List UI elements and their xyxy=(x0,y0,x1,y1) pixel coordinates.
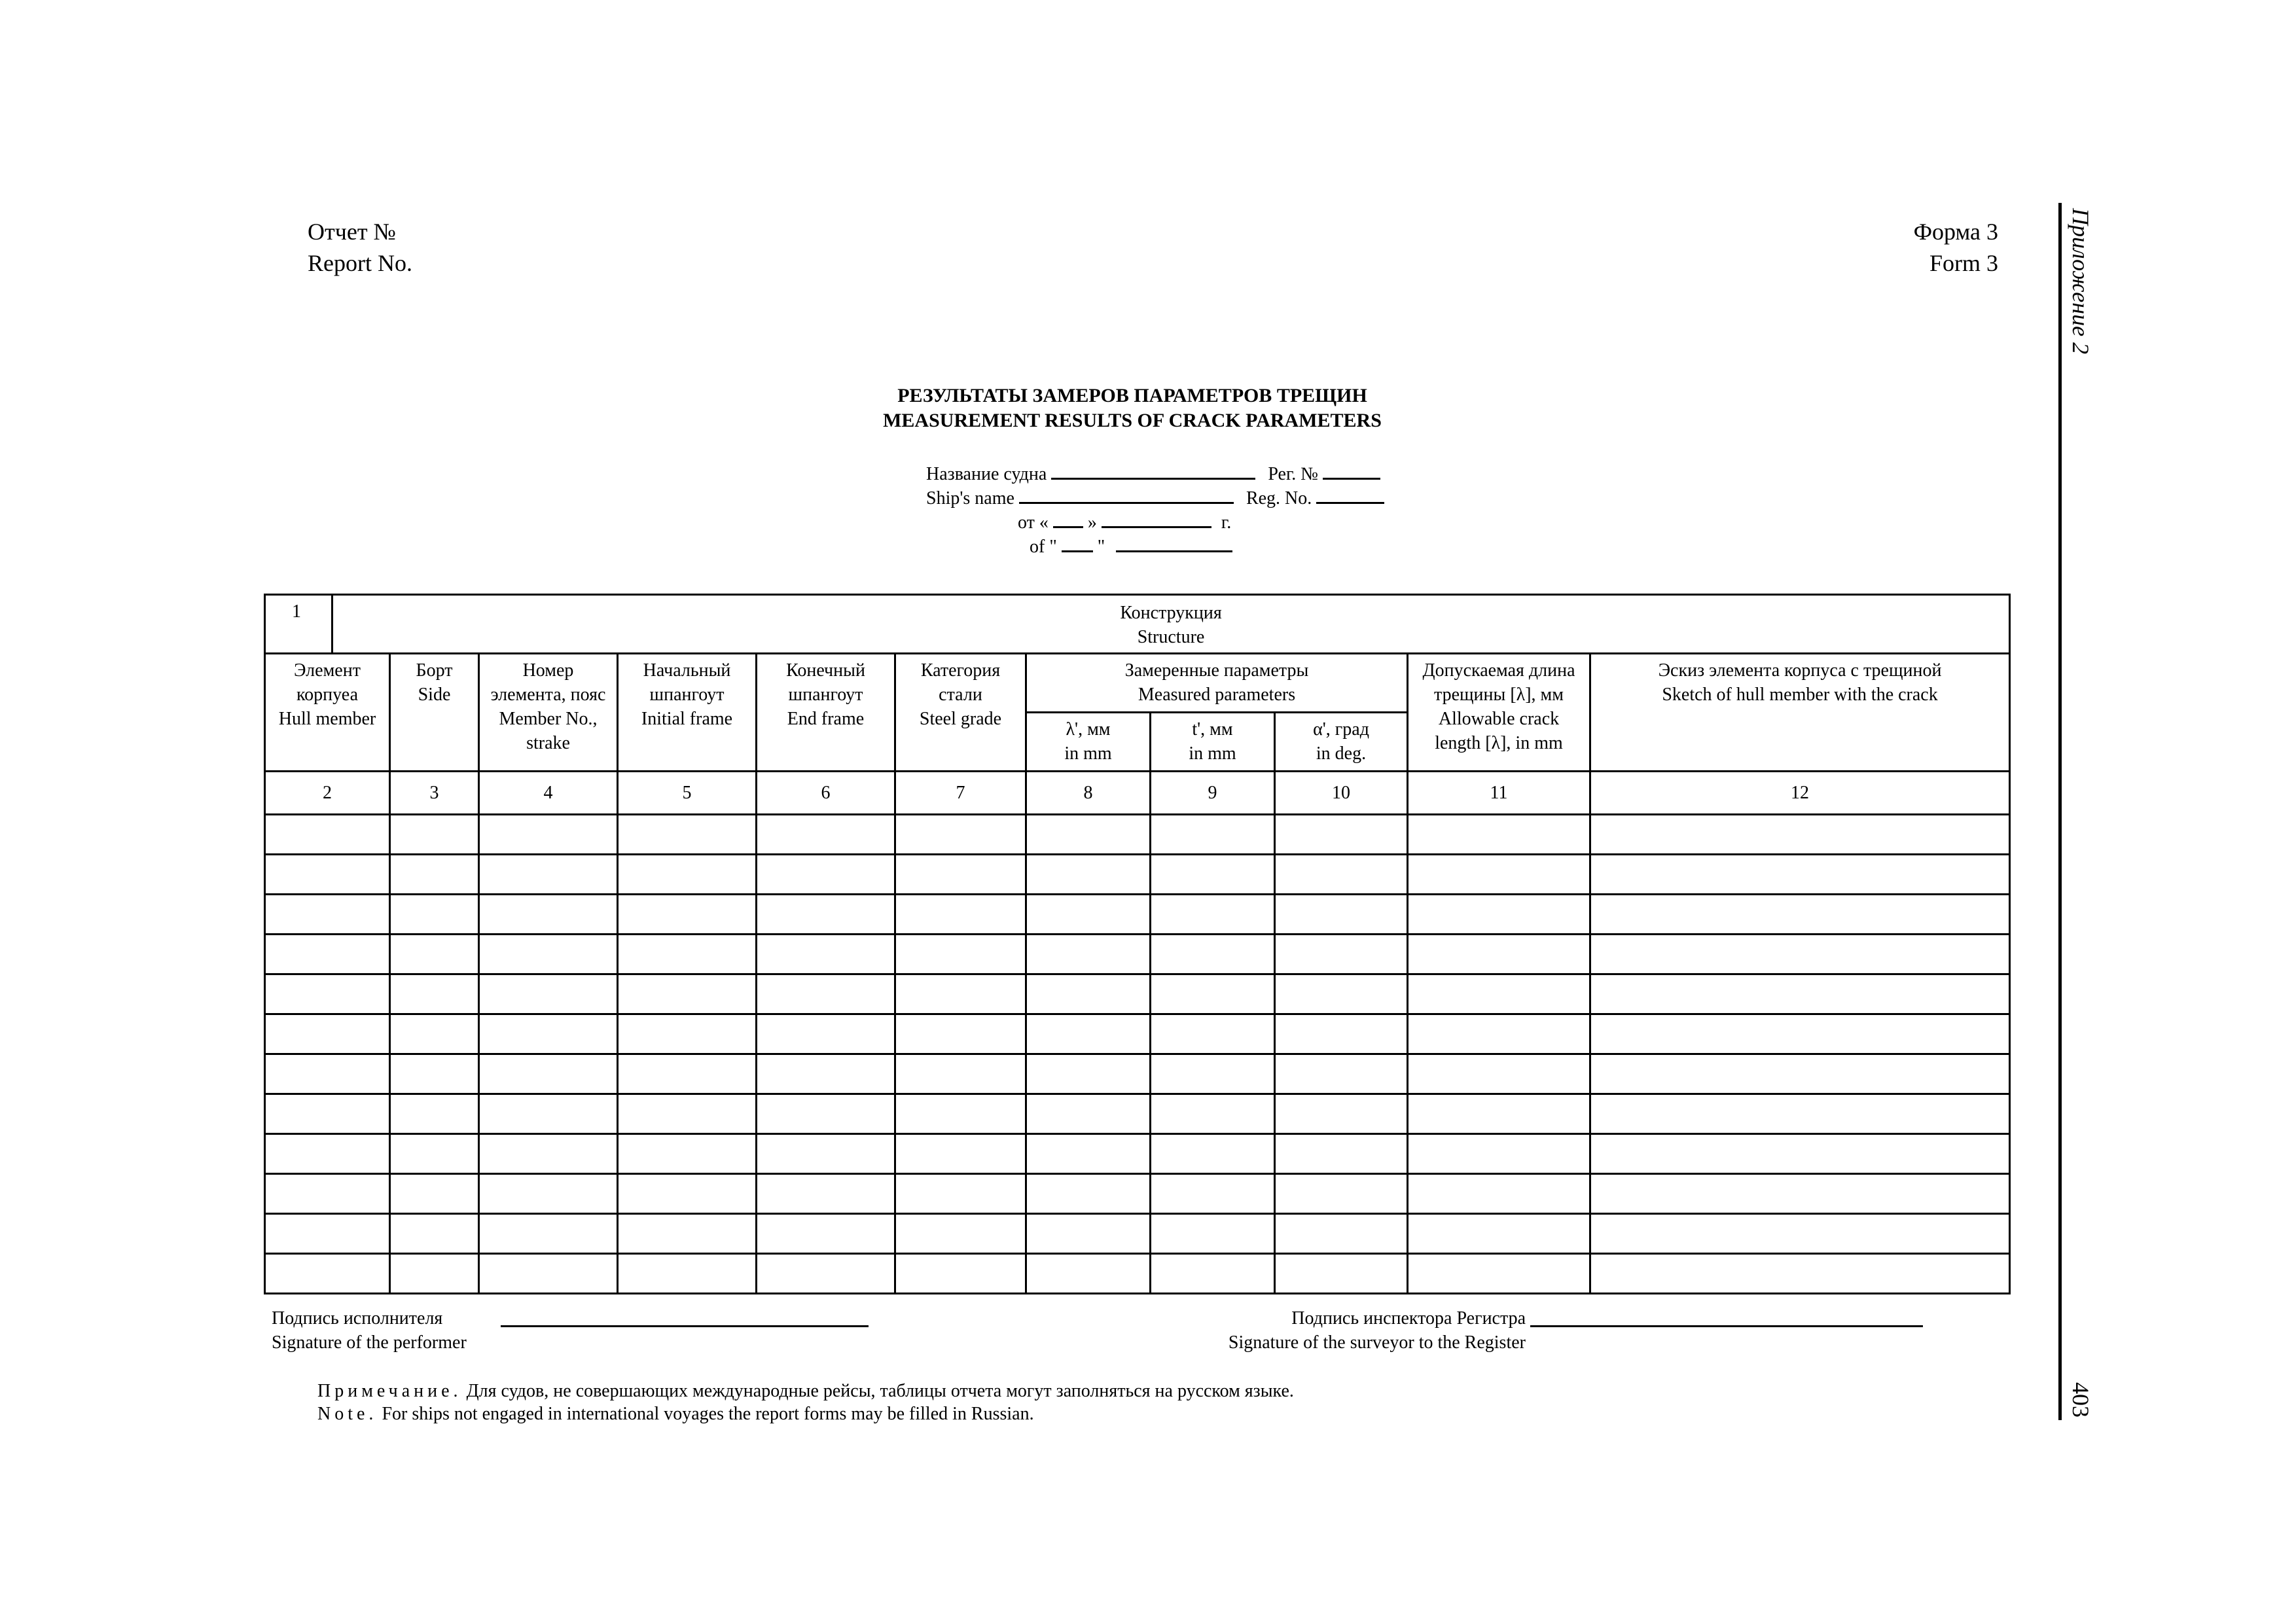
table-cell[interactable] xyxy=(390,895,479,935)
table-cell[interactable] xyxy=(1590,1174,2010,1214)
table-cell[interactable] xyxy=(1590,974,2010,1014)
table-cell[interactable] xyxy=(757,935,895,974)
table-cell[interactable] xyxy=(1408,1014,1590,1054)
table-cell[interactable] xyxy=(895,1174,1026,1214)
table-cell[interactable] xyxy=(1275,1134,1408,1174)
col-header-hull-member: Элемент корпуеа Hull member xyxy=(265,654,390,772)
table-cell[interactable] xyxy=(479,974,618,1014)
col-header-side: Борт Side xyxy=(390,654,479,772)
table-cell[interactable] xyxy=(265,935,390,974)
page-edge-rule xyxy=(2058,203,2062,1420)
table-row xyxy=(265,1014,2010,1054)
column-number-row xyxy=(265,772,2010,815)
table-cell[interactable] xyxy=(479,1214,618,1254)
table-cell[interactable] xyxy=(479,1134,618,1174)
column-number: 9 xyxy=(1151,772,1275,815)
form-number-en: Form 3 xyxy=(1929,250,1998,276)
title-ru: РЕЗУЛЬТАТЫ ЗАМЕРОВ ПАРАМЕТРОВ ТРЕЩИН xyxy=(897,385,1367,406)
table-cell[interactable] xyxy=(390,1254,479,1294)
col-header-steel-grade: Категория стали Steel grade xyxy=(895,654,1026,772)
table-cell[interactable] xyxy=(618,974,757,1014)
ship-name-row-ru xyxy=(926,462,1380,486)
table-row xyxy=(265,815,2010,855)
ship-name-field-ru[interactable] xyxy=(1051,462,1255,480)
table-cell[interactable] xyxy=(895,935,1026,974)
structure-label-ru: Конструкция xyxy=(1120,603,1222,623)
table-cell[interactable] xyxy=(1026,1054,1151,1094)
date-prefix-ru: от « xyxy=(1018,512,1049,533)
table-cell[interactable] xyxy=(757,895,895,935)
table-cell[interactable] xyxy=(618,1054,757,1094)
table-cell[interactable] xyxy=(1408,1254,1590,1294)
column-number: 11 xyxy=(1408,772,1590,815)
table-cell[interactable] xyxy=(1275,1054,1408,1094)
table-cell[interactable] xyxy=(1408,1094,1590,1134)
table-cell[interactable] xyxy=(757,855,895,895)
table-row xyxy=(265,855,2010,895)
table-cell[interactable] xyxy=(479,1094,618,1134)
table-cell[interactable] xyxy=(1590,815,2010,855)
table-cell[interactable] xyxy=(757,1254,895,1294)
table-cell[interactable] xyxy=(1590,1014,2010,1054)
reg-field-en[interactable] xyxy=(1316,486,1384,504)
date-mid-ru: » xyxy=(1087,512,1097,533)
performer-signature-label-ru: Подпись исполнителя xyxy=(272,1308,443,1329)
col-header-allowable-length: Допускаемая длина трещины [λ], мм Allowable crack length [λ], in mm xyxy=(1408,654,1590,772)
table-cell[interactable] xyxy=(1408,895,1590,935)
table-cell[interactable] xyxy=(895,815,1026,855)
table-cell[interactable] xyxy=(1275,1174,1408,1214)
table-cell[interactable] xyxy=(1151,855,1275,895)
table-cell[interactable] xyxy=(618,815,757,855)
col-header-member-no: Номер элемента, пояс Member No., strake xyxy=(479,654,618,772)
column-number: 2 xyxy=(265,772,390,815)
table-cell[interactable] xyxy=(1590,1134,2010,1174)
table-cell[interactable] xyxy=(618,1214,757,1254)
table-cell[interactable] xyxy=(1151,1214,1275,1254)
table-cell[interactable] xyxy=(1408,1214,1590,1254)
table-row xyxy=(265,935,2010,974)
table-cell[interactable] xyxy=(479,935,618,974)
table-row xyxy=(265,1094,2010,1134)
table-cell[interactable] xyxy=(265,1174,390,1214)
table-cell[interactable] xyxy=(1590,1094,2010,1134)
note-label-ru: Примечание. xyxy=(317,1381,462,1401)
table-cell[interactable] xyxy=(1151,895,1275,935)
date-suffix-ru: г. xyxy=(1221,512,1232,533)
col-header-t: t', мм in mm xyxy=(1151,713,1275,772)
table-cell[interactable] xyxy=(757,1094,895,1134)
title-en: MEASUREMENT RESULTS OF CRACK PARAMETERS xyxy=(883,410,1382,431)
table-cell[interactable] xyxy=(1026,974,1151,1014)
table-cell[interactable] xyxy=(618,895,757,935)
table-cell[interactable] xyxy=(1275,815,1408,855)
note-en xyxy=(317,1402,1034,1426)
table-cell[interactable] xyxy=(1026,855,1151,895)
table-cell[interactable] xyxy=(265,1014,390,1054)
date-day-field-en[interactable] xyxy=(1062,535,1093,552)
table-cell[interactable] xyxy=(1151,935,1275,974)
table-cell[interactable] xyxy=(265,1214,390,1254)
table-cell[interactable] xyxy=(1590,855,2010,895)
note-text-ru: Для судов, не совершающих международные рейсы, таблицы отчета могут заполняться на русском языке. xyxy=(466,1381,1294,1401)
table-cell[interactable] xyxy=(1275,1094,1408,1134)
structure-header-cell xyxy=(332,595,2010,654)
table-cell[interactable] xyxy=(1408,1054,1590,1094)
table-cell[interactable] xyxy=(1408,974,1590,1014)
table-cell[interactable] xyxy=(757,1214,895,1254)
table-cell[interactable] xyxy=(618,1254,757,1294)
table-cell[interactable] xyxy=(1590,1054,2010,1094)
surveyor-signature-label-en: Signature of the surveyor to the Register xyxy=(1228,1332,1526,1353)
table-cell[interactable] xyxy=(757,815,895,855)
table-cell[interactable] xyxy=(1151,1134,1275,1174)
col-header-end-frame: Конечный шпангоут End frame xyxy=(757,654,895,772)
table-row xyxy=(265,1054,2010,1094)
table-cell[interactable] xyxy=(618,1134,757,1174)
column-number: 12 xyxy=(1590,772,2010,815)
crack-measurement-table xyxy=(264,594,2011,1294)
col-header-alpha: α', град in deg. xyxy=(1275,713,1408,772)
table-cell[interactable] xyxy=(1151,1094,1275,1134)
table-cell[interactable] xyxy=(265,1054,390,1094)
table-cell[interactable] xyxy=(757,974,895,1014)
table-cell[interactable] xyxy=(895,855,1026,895)
reg-label-ru: Рег. № xyxy=(1268,464,1319,484)
table-cell[interactable] xyxy=(479,1174,618,1214)
column-number: 4 xyxy=(479,772,618,815)
col-header-sketch: Эскиз элемента корпуса с трещиной Sketch of hull member with the crack xyxy=(1590,654,2010,772)
structure-number-cell: 1 xyxy=(265,595,332,654)
table-cell[interactable] xyxy=(1590,1214,2010,1254)
table-cell[interactable] xyxy=(895,974,1026,1014)
table-cell[interactable] xyxy=(757,1054,895,1094)
table-cell[interactable] xyxy=(1151,1254,1275,1294)
table-cell[interactable] xyxy=(1408,1134,1590,1174)
ship-name-label-en: Ship's name xyxy=(926,488,1014,508)
surveyor-signature-line[interactable] xyxy=(1530,1325,1923,1327)
table-cell[interactable] xyxy=(1026,1174,1151,1214)
date-month-field-ru[interactable] xyxy=(1102,510,1211,528)
table-row xyxy=(265,1134,2010,1174)
date-mid-en: " xyxy=(1097,537,1105,557)
table-cell[interactable] xyxy=(390,815,479,855)
table-cell[interactable] xyxy=(618,1094,757,1134)
report-number-label-ru: Отчет № xyxy=(308,219,396,245)
page-number: 403 xyxy=(2068,1382,2094,1418)
table-cell[interactable] xyxy=(895,1254,1026,1294)
performer-signature-line[interactable] xyxy=(501,1325,869,1327)
table-cell[interactable] xyxy=(479,1014,618,1054)
table-cell[interactable] xyxy=(1151,1014,1275,1054)
table-cell[interactable] xyxy=(265,1134,390,1174)
table-cell[interactable] xyxy=(618,1174,757,1214)
table-cell[interactable] xyxy=(1275,935,1408,974)
col-header-lambda: λ', мм in mm xyxy=(1026,713,1151,772)
table-cell[interactable] xyxy=(265,974,390,1014)
table-cell[interactable] xyxy=(1275,855,1408,895)
table-cell[interactable] xyxy=(1026,1014,1151,1054)
column-number: 5 xyxy=(618,772,757,815)
table-cell[interactable] xyxy=(265,855,390,895)
table-cell[interactable] xyxy=(618,935,757,974)
ship-name-field-en[interactable] xyxy=(1019,486,1234,504)
table-cell[interactable] xyxy=(390,1054,479,1094)
column-number: 7 xyxy=(895,772,1026,815)
table-cell[interactable] xyxy=(895,895,1026,935)
table-cell[interactable] xyxy=(390,855,479,895)
table-cell[interactable] xyxy=(390,935,479,974)
table-cell[interactable] xyxy=(265,1094,390,1134)
table-row xyxy=(265,895,2010,935)
table-cell[interactable] xyxy=(1408,815,1590,855)
table-cell[interactable] xyxy=(479,815,618,855)
ship-name-label-ru: Название судна xyxy=(926,464,1047,484)
table-cell[interactable] xyxy=(479,1054,618,1094)
table-cell[interactable] xyxy=(618,855,757,895)
table-cell[interactable] xyxy=(1408,855,1590,895)
col-header-measured-parameters: Замеренные параметры Measured parameters xyxy=(1026,654,1408,713)
table-cell[interactable] xyxy=(1275,895,1408,935)
table-row xyxy=(265,1254,2010,1294)
note-text-en: For ships not engaged in international voyages the report forms may be filled in Russian. xyxy=(382,1404,1034,1424)
table-cell[interactable] xyxy=(1408,1174,1590,1214)
table-cell[interactable] xyxy=(757,1014,895,1054)
table-cell[interactable] xyxy=(479,1254,618,1294)
column-number: 10 xyxy=(1275,772,1408,815)
table-cell[interactable] xyxy=(1151,1054,1275,1094)
table-cell[interactable] xyxy=(1408,935,1590,974)
table-cell[interactable] xyxy=(895,1054,1026,1094)
table-cell[interactable] xyxy=(1026,1254,1151,1294)
table-cell[interactable] xyxy=(1151,1174,1275,1214)
table-cell[interactable] xyxy=(1590,935,2010,974)
table-cell[interactable] xyxy=(895,1214,1026,1254)
table-cell[interactable] xyxy=(390,1134,479,1174)
table-cell[interactable] xyxy=(390,1214,479,1254)
table-cell[interactable] xyxy=(1026,1094,1151,1134)
table-cell[interactable] xyxy=(390,1094,479,1134)
date-prefix-en: of " xyxy=(1030,537,1057,557)
column-number: 6 xyxy=(757,772,895,815)
appendix-label: Приложение 2 xyxy=(2068,208,2094,355)
table-cell[interactable] xyxy=(757,1174,895,1214)
performer-signature-label-en: Signature of the performer xyxy=(272,1332,467,1353)
table-cell[interactable] xyxy=(1275,974,1408,1014)
table-cell[interactable] xyxy=(618,1014,757,1054)
table-cell[interactable] xyxy=(1151,974,1275,1014)
note-ru xyxy=(317,1380,1294,1403)
table-cell[interactable] xyxy=(1275,1254,1408,1294)
table-cell[interactable] xyxy=(390,1174,479,1214)
date-row-ru xyxy=(1018,510,1231,535)
table-cell[interactable] xyxy=(265,815,390,855)
table-cell[interactable] xyxy=(1275,1214,1408,1254)
table-cell[interactable] xyxy=(1026,1134,1151,1174)
table-row xyxy=(265,1214,2010,1254)
table-cell[interactable] xyxy=(1275,1014,1408,1054)
note-label-en: Note. xyxy=(317,1404,378,1424)
date-month-field-en[interactable] xyxy=(1116,535,1232,552)
date-day-field-ru[interactable] xyxy=(1053,510,1083,528)
table-cell[interactable] xyxy=(1026,815,1151,855)
report-number-label-en: Report No. xyxy=(308,250,412,276)
table-cell[interactable] xyxy=(1590,895,2010,935)
table-cell[interactable] xyxy=(1026,895,1151,935)
table-row xyxy=(265,1174,2010,1214)
reg-label-en: Reg. No. xyxy=(1246,488,1312,508)
table-cell[interactable] xyxy=(895,1094,1026,1134)
structure-label-en: Structure xyxy=(1137,627,1205,647)
column-number: 3 xyxy=(390,772,479,815)
table-cell[interactable] xyxy=(757,1134,895,1174)
table-cell[interactable] xyxy=(895,1014,1026,1054)
col-header-initial-frame: Начальный шпангоут Initial frame xyxy=(618,654,757,772)
table-cell[interactable] xyxy=(1151,815,1275,855)
surveyor-signature-label-ru: Подпись инспектора Регистра xyxy=(1291,1308,1526,1329)
table-cell[interactable] xyxy=(479,895,618,935)
table-cell[interactable] xyxy=(265,1254,390,1294)
table-cell[interactable] xyxy=(1590,1254,2010,1294)
table-cell[interactable] xyxy=(479,855,618,895)
table-cell[interactable] xyxy=(390,1014,479,1054)
date-row-en xyxy=(1030,535,1232,559)
reg-field-ru[interactable] xyxy=(1323,462,1380,480)
table-cell[interactable] xyxy=(390,974,479,1014)
table-cell[interactable] xyxy=(1026,1214,1151,1254)
table-cell[interactable] xyxy=(1026,935,1151,974)
table-cell[interactable] xyxy=(895,1134,1026,1174)
ship-name-row-en xyxy=(926,486,1384,510)
table-row xyxy=(265,974,2010,1014)
form-number-ru: Форма 3 xyxy=(1913,219,1998,245)
table-cell[interactable] xyxy=(265,895,390,935)
column-number: 8 xyxy=(1026,772,1151,815)
